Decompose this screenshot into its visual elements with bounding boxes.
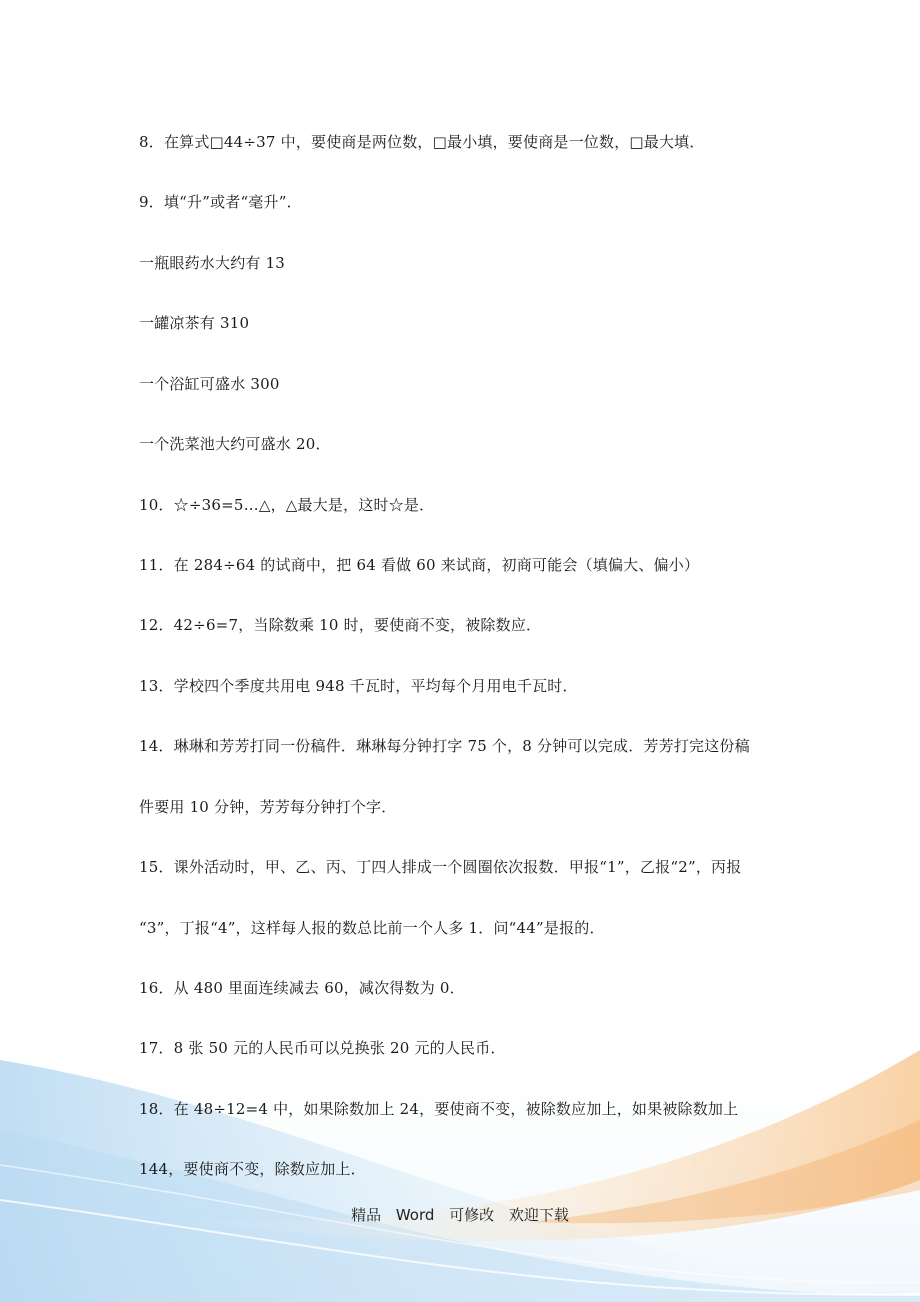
question-9-item-2: 一罐凉茶有 310 [139, 314, 250, 332]
question-9-item-4: 一个洗菜池大约可盛水 20． [139, 435, 331, 453]
question-13-line: 13．学校四个季度共用电 948 千瓦时，平均每个月用电千瓦时． [139, 677, 578, 695]
question-9-item-1: 一瓶眼药水大约有 13 [139, 254, 286, 272]
question-18-line-2: 144，要使商不变，除数应加上． [139, 1160, 366, 1178]
page-footer: 精品 Word 可修改 欢迎下载 [351, 1206, 569, 1224]
question-14-line-2: 件要用 10 分钟，芳芳每分钟打个字． [139, 798, 397, 816]
question-9-line: 9．填“升”或者“毫升”． [139, 193, 302, 211]
question-16-line: 16．从 480 里面连续减去 60，减次得数为 0． [139, 979, 465, 997]
question-18-line-1: 18．在 48÷12=4 中，如果除数加上 24，要使商不变，被除数应加上，如果被除数加上 [139, 1100, 739, 1118]
question-10-line: 10．☆÷36=5…△，△最大是，这时☆是． [139, 496, 435, 514]
question-12-line: 12．42÷6=7，当除数乘 10 时，要使商不变，被除数应． [139, 616, 542, 634]
question-8-line: 8．在算式□44÷37 中，要使商是两位数，□最小填，要使商是一位数，□最大填． [139, 133, 705, 151]
question-11-line: 11．在 284÷64 的试商中，把 64 看做 60 来试商，初商可能会（填偏大、偏小） [139, 556, 700, 574]
question-14-line-1: 14．琳琳和芳芳打同一份稿件．琳琳每分钟打字 75 个，8 分钟可以完成．芳芳打完这份稿 [139, 737, 750, 755]
question-9-item-3: 一个浴缸可盛水 300 [139, 375, 280, 393]
question-15-line-2: “3”，丁报“4”，这样每人报的数总比前一个人多 1．问“44”是报的． [139, 919, 605, 937]
question-17-line: 17．8 张 50 元的人民币可以兑换张 20 元的人民币． [139, 1039, 506, 1057]
question-15-line-1: 15．课外活动时，甲、乙、丙、丁四人排成一个圆圈依次报数．甲报“1”，乙报“2”，丙报 [139, 858, 742, 876]
